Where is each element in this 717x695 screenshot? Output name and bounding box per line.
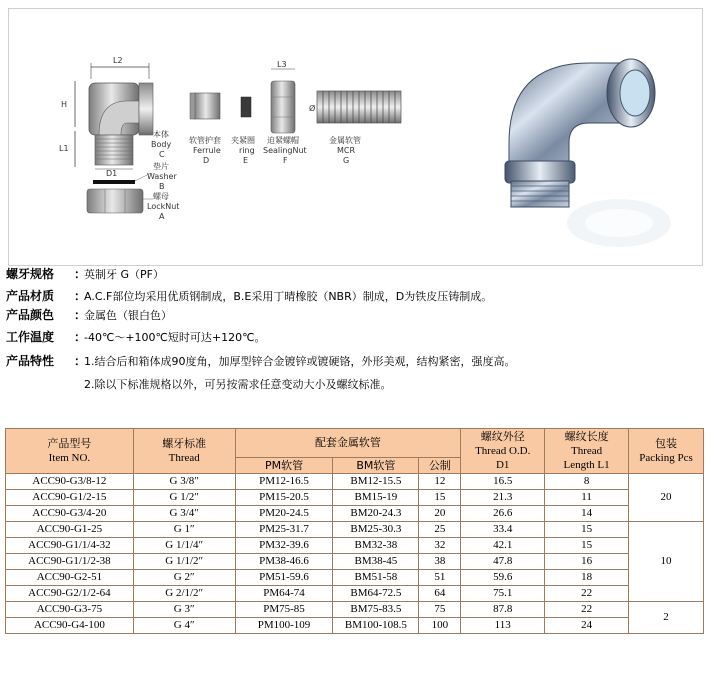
cell-metric: 100	[419, 618, 461, 634]
mcr-hose-drawing	[317, 91, 401, 123]
cell-metric: 64	[419, 586, 461, 602]
cell-length: 24	[545, 618, 629, 634]
spec-thread-row	[6, 267, 164, 282]
table-row	[6, 506, 704, 522]
spec-feature-row	[6, 354, 516, 369]
cell-bm: BM75-83.5	[333, 602, 419, 618]
dim-l1-label: L1	[59, 144, 69, 153]
cell-item: ACC90-G2/1/2-64	[6, 586, 134, 602]
sealingnut-label-zh: 迫紧螺帽	[267, 136, 299, 145]
cell-item: ACC90-G1/1/4-32	[6, 538, 134, 554]
header-od-en2: D1	[495, 459, 510, 471]
exploded-diagram	[9, 9, 409, 265]
cell-pm: PM100-109	[235, 618, 333, 634]
cell-packing-group-3: 2	[629, 602, 704, 634]
cell-metric: 15	[419, 490, 461, 506]
cell-length: 8	[545, 474, 629, 490]
header-pm: PM软管	[235, 458, 333, 474]
spec-thread-value: 英制牙 G（PF）	[84, 268, 164, 281]
cell-length: 16	[545, 554, 629, 570]
cell-od: 42.1	[461, 538, 545, 554]
washer-label-en: Washer	[147, 172, 177, 181]
cell-packing-group-2: 10	[629, 522, 704, 602]
dim-l2-label: L2	[113, 56, 123, 65]
mcr-label-code: G	[343, 156, 350, 165]
header-bm: BM软管	[333, 458, 419, 474]
ferrule-label-en: Ferrule	[193, 146, 221, 155]
locknut-label-en: LockNut	[147, 202, 180, 211]
cell-od: 16.5	[461, 474, 545, 490]
elbow-body-drawing	[89, 83, 153, 165]
body-label-code: C	[159, 150, 165, 159]
cell-od: 26.6	[461, 506, 545, 522]
cell-bm: BM38-45	[333, 554, 419, 570]
cell-item: ACC90-G2-51	[6, 570, 134, 586]
header-od	[461, 429, 545, 474]
cell-bm: BM12-15.5	[333, 474, 419, 490]
ring-label-code: E	[243, 156, 249, 165]
cell-item: ACC90-G1-25	[6, 522, 134, 538]
header-packing-zh: 包装	[655, 437, 678, 450]
cell-pm: PM32-39.6	[235, 538, 333, 554]
spec-material-colon: ：	[74, 289, 87, 303]
header-item-en: Item NO.	[48, 452, 91, 464]
mcr-label-en: MCR	[337, 146, 356, 155]
cell-metric: 32	[419, 538, 461, 554]
spec-thread-label: 螺牙规格	[6, 267, 55, 281]
header-length-zh: 螺纹长度	[564, 430, 609, 443]
cell-item: ACC90-G1/1/2-38	[6, 554, 134, 570]
cell-thread: G 1/1/4″	[133, 538, 235, 554]
cell-metric: 20	[419, 506, 461, 522]
header-length-en1: Thread	[571, 445, 603, 457]
header-hose	[235, 429, 461, 458]
cell-thread: G 1″	[133, 522, 235, 538]
dim-phi-label: Ø	[309, 104, 316, 113]
cell-thread: G 3/8″	[133, 474, 235, 490]
cell-item: ACC90-G3/4-20	[6, 506, 134, 522]
body-label-zh: 本体	[153, 130, 169, 139]
cell-packing-group-1: 20	[629, 474, 704, 522]
header-thread	[133, 429, 235, 474]
header-length-en2: Length L1	[563, 459, 610, 471]
cell-od: 113	[461, 618, 545, 634]
header-hose-zh: 配套金属软管	[314, 436, 381, 449]
cell-od: 87.8	[461, 602, 545, 618]
header-thread-en: Thread	[168, 452, 200, 464]
cell-pm: PM64-74	[235, 586, 333, 602]
elbow-connector-photo	[469, 23, 689, 258]
header-item	[6, 429, 134, 474]
ferrule-label-zh: 软管护套	[189, 136, 221, 145]
ferrule-drawing	[190, 93, 220, 119]
spec-feature-colon: ：	[74, 354, 87, 368]
cell-thread: G 4″	[133, 618, 235, 634]
cell-pm: PM15-20.5	[235, 490, 333, 506]
washer-drawing	[93, 180, 135, 184]
mcr-label-zh: 金属软管	[329, 136, 361, 145]
cell-pm: PM75-85	[235, 602, 333, 618]
cell-thread: G 2/1/2″	[133, 586, 235, 602]
cell-thread: G 3″	[133, 602, 235, 618]
cell-thread: G 1/1/2″	[133, 554, 235, 570]
cell-item: ACC90-G3-75	[6, 602, 134, 618]
spec-material-value: A.C.F部位均采用优质钢制成，B.E采用丁晴橡胶（NBR）制成，D为铁皮压铸制成。	[84, 290, 493, 303]
cell-metric: 75	[419, 602, 461, 618]
cell-metric: 25	[419, 522, 461, 538]
cell-pm: PM12-16.5	[235, 474, 333, 490]
locknut-label-code: A	[159, 212, 165, 221]
cell-od: 47.8	[461, 554, 545, 570]
ring-drawing	[241, 97, 251, 117]
cell-bm: BM15-19	[333, 490, 419, 506]
cell-item: ACC90-G1/2-15	[6, 490, 134, 506]
table-row	[6, 490, 704, 506]
spec-color-colon: ：	[74, 308, 87, 322]
spec-temp-colon: ：	[74, 330, 87, 344]
spec-temp-label: 工作温度	[6, 330, 55, 344]
washer-label-code: B	[159, 182, 165, 191]
cell-od: 75.1	[461, 586, 545, 602]
cell-length: 22	[545, 586, 629, 602]
cell-thread: G 1/2″	[133, 490, 235, 506]
table-row	[6, 602, 704, 618]
product-image-panel	[8, 8, 703, 266]
cell-bm: BM32-38	[333, 538, 419, 554]
cell-pm: PM20-24.5	[235, 506, 333, 522]
table-row	[6, 522, 704, 538]
cell-od: 59.6	[461, 570, 545, 586]
table-row	[6, 538, 704, 554]
cell-thread: G 3/4″	[133, 506, 235, 522]
table-row	[6, 474, 704, 490]
spec-feature-label: 产品特性	[6, 354, 55, 368]
cell-bm: BM64-72.5	[333, 586, 419, 602]
spec-thread-colon: ：	[74, 267, 87, 281]
cell-pm: PM38-46.6	[235, 554, 333, 570]
cell-od: 21.3	[461, 490, 545, 506]
cell-bm: BM100-108.5	[333, 618, 419, 634]
cell-bm: BM20-24.3	[333, 506, 419, 522]
table-row	[6, 570, 704, 586]
spec-material-row	[6, 289, 492, 304]
cell-metric: 38	[419, 554, 461, 570]
header-thread-zh: 螺牙标准	[162, 437, 207, 450]
cell-metric: 51	[419, 570, 461, 586]
spec-color-value: 金属色（银白色）	[84, 309, 172, 322]
header-length	[545, 429, 629, 474]
spec-feature-value-2: 2.除以下标准规格以外，可另按需求任意变动大小及螺纹标准。	[84, 378, 392, 391]
cell-length: 18	[545, 570, 629, 586]
spec-color-label: 产品颜色	[6, 308, 55, 322]
cell-item: ACC90-G3/8-12	[6, 474, 134, 490]
spec-temp-row	[6, 330, 265, 345]
table-row	[6, 554, 704, 570]
cell-thread: G 2″	[133, 570, 235, 586]
table-row	[6, 618, 704, 634]
ring-label-zh: 夹紧圈	[231, 136, 255, 145]
header-od-en1: Thread O.D.	[475, 445, 531, 457]
header-packing	[629, 429, 704, 474]
header-od-zh: 螺纹外径	[480, 430, 525, 443]
cell-od: 33.4	[461, 522, 545, 538]
spec-color-row	[6, 308, 172, 323]
cell-pm: PM25-31.7	[235, 522, 333, 538]
locknut-drawing	[87, 189, 143, 213]
cell-length: 15	[545, 538, 629, 554]
washer-label-zh: 垫片	[153, 162, 169, 171]
cell-bm: BM51-58	[333, 570, 419, 586]
ring-label-en: ring	[239, 146, 255, 155]
cell-pm: PM51-59.6	[235, 570, 333, 586]
sealingnut-label-code: F	[283, 156, 288, 165]
cell-bm: BM25-30.3	[333, 522, 419, 538]
dim-l3-label: L3	[277, 60, 287, 69]
spec-temp-value: -40℃～+100℃短时可达+120℃。	[84, 331, 266, 344]
cell-length: 22	[545, 602, 629, 618]
cell-item: ACC90-G4-100	[6, 618, 134, 634]
body-label-en: Body	[151, 140, 172, 149]
cell-metric: 12	[419, 474, 461, 490]
cell-length: 14	[545, 506, 629, 522]
dim-h-label: H	[61, 100, 68, 109]
spec-material-label: 产品材质	[6, 289, 55, 303]
spec-table	[5, 428, 704, 634]
ferrule-label-code: D	[203, 156, 210, 165]
header-item-zh: 产品型号	[47, 437, 92, 450]
spec-feature-value-1: 1.结合后和箱体成90度角，加厚型锌合金镀锌或镀硬铬，外形美观，结构紧密，强度高。	[84, 355, 516, 368]
sealingnut-label-en: SealingNut	[263, 146, 307, 155]
dim-d1-label: D1	[106, 169, 118, 178]
header-packing-en: Packing Pcs	[639, 452, 693, 464]
header-metric: 公制	[419, 458, 461, 474]
locknut-label-zh: 螺母	[153, 192, 169, 201]
table-row	[6, 586, 704, 602]
cell-length: 15	[545, 522, 629, 538]
cell-length: 11	[545, 490, 629, 506]
sealing-nut-drawing	[271, 81, 295, 133]
